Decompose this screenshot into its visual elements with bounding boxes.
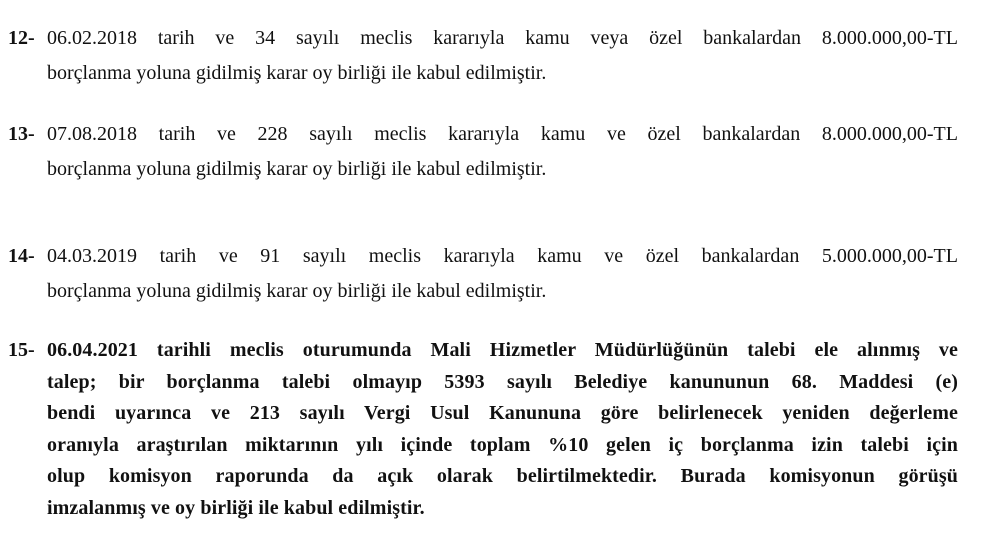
- item-text-line: borçlanma yoluna gidilmiş karar oy birliği ile kabul edilmiştir.: [47, 62, 547, 84]
- item-text-line: 06.02.2018 tarih ve 34 sayılı meclis kararıyla kamu veya özel bankalardan 8.000.000,00-TL: [47, 27, 958, 49]
- item-text-line: imzalanmış ve oy birliği ile kabul edilmiştir.: [47, 496, 425, 519]
- item-text-line: 07.08.2018 tarih ve 228 sayılı meclis kararıyla kamu ve özel bankalardan 8.000.000,00-TL: [47, 123, 958, 145]
- item-text-line: borçlanma yoluna gidilmiş karar oy birliği ile kabul edilmiştir.: [47, 158, 547, 180]
- item-number: 13-: [8, 123, 35, 145]
- item-text-line: 06.04.2021 tarihli meclis oturumunda Mali Hizmetler Müdürlüğünün talebi ele alınmış ve: [47, 339, 958, 361]
- item-number: 15-: [8, 339, 35, 361]
- item-text-line: 04.03.2019 tarih ve 91 sayılı meclis kararıyla kamu ve özel bankalardan 5.000.000,00-TL: [47, 245, 958, 267]
- item-number: 14-: [8, 245, 35, 267]
- item-text-line: bendi uyarınca ve 213 sayılı Vergi Usul Kanununa göre belirlenecek yeniden değerleme: [47, 402, 958, 424]
- item-text-line: borçlanma yoluna gidilmiş karar oy birliği ile kabul edilmiştir.: [47, 280, 547, 302]
- item-text-line: oranıyla araştırılan miktarının yılı içinde toplam %10 gelen iç borçlanma izin talebi için: [47, 433, 958, 456]
- item-text-line: talep; bir borçlanma talebi olmayıp 5393 sayılı Belediye kanununun 68. Maddesi (e): [47, 370, 958, 393]
- item-text-line: olup komisyon raporunda da açık olarak belirtilmektedir. Burada komisyonun görüşü: [47, 465, 958, 487]
- item-number: 12-: [8, 27, 35, 49]
